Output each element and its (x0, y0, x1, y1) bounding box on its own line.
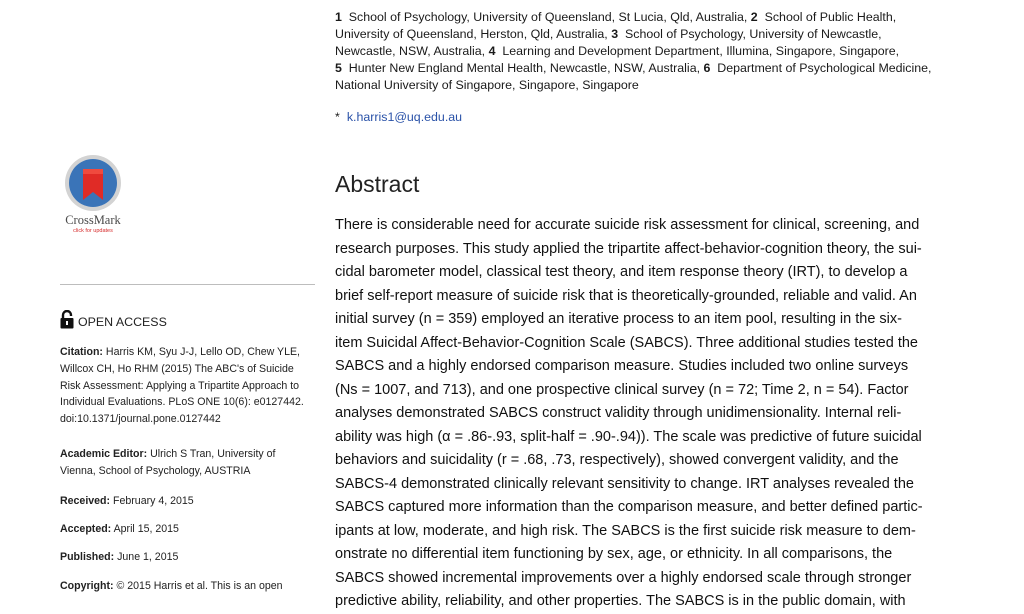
copyright-value: © 2015 Harris et al. This is an open (116, 580, 283, 592)
abstract-line: behaviors and suicidality (r = .68, .73, respectively), showed convergent validity, and the (335, 452, 899, 468)
citation-line: Harris KM, Syu J-J, Lello OD, Chew YLE, (105, 346, 301, 358)
sidebar-divider (60, 284, 315, 285)
abstract-line: predictive ability, reliability, and other properties. The SABCS is in the public domain, with (335, 593, 906, 609)
copyright-label: Copyright: (60, 580, 114, 592)
academic-editor (60, 446, 312, 480)
abstract-line: initial survey (n = 359) employed an iterative process to an item pool, resulting in the six- (335, 311, 902, 327)
open-access-text: OPEN ACCESS (78, 315, 167, 329)
crossmark-name: CrossMark (65, 213, 121, 227)
crossmark-badge[interactable] (57, 154, 129, 234)
crossmark-logo-icon (62, 154, 124, 212)
abstract-line: SABCS-4 demonstrated clinically relevant sensitivity to change. IRT analyses revealed the (335, 475, 914, 492)
affiliations (335, 9, 975, 94)
abstract-line: ability was high (α = .86-.93, split-half = .90-.94)). The scale was predictive of future suicidal (335, 428, 922, 445)
open-access-label (60, 310, 167, 329)
abstract-line: ipants at low, moderate, and high risk. The SABCS is the first suicide risk measure to dem- (335, 522, 916, 539)
abstract-line: onstrate no differential item functioning by sex, age, or ethnicity. In all comparisons, the (335, 546, 893, 562)
correspondence-marker: * (335, 110, 340, 124)
published-label: Published: (60, 551, 115, 563)
received-label: Received: (60, 495, 111, 507)
received-date (60, 493, 312, 510)
abstract-line: SABCS and a highly endorsed comparison measure. Studies included two online surveys (335, 358, 909, 374)
copyright (60, 578, 312, 595)
citation-line: Individual Evaluations. PLoS ONE 10(6): e0127442. (60, 396, 304, 409)
abstract-line: research purposes. This study applied the tripartite affect-behavior-cognition theory, the sui- (335, 240, 922, 257)
abstract-line: SABCS captured more information than the comparison measure, and better defined partic- (335, 499, 923, 515)
email-link[interactable]: k.harris1@uq.edu.au (346, 110, 463, 124)
affiliation-line: 1 School of Psychology, University of Queensland, St Lucia, Qld, Australia, 2 School of Public Health, (335, 10, 897, 24)
published-date (60, 549, 312, 566)
citation-label: Citation: (60, 346, 103, 358)
abstract-line: analyses demonstrated SABCS construct validity through unidimensionality. Internal reli- (335, 405, 902, 421)
crossmark-subtitle: click for updates (73, 228, 113, 234)
abstract-line: (Ns = 1007, and 713), and one prospective clinical survey (n = 72; Time 2, n = 54). Factor (335, 381, 909, 398)
citation (60, 344, 312, 428)
accepted-label: Accepted: (60, 523, 112, 535)
citation-line: Willcox CH, Ho RHM (2015) The ABC's of Suicide (60, 362, 294, 375)
accepted-date (60, 521, 312, 538)
editor-line: Ulrich S Tran, University of (150, 448, 276, 460)
affiliation-line: 5 Hunter New England Mental Health, Newcastle, NSW, Australia, 6 Department of Psychological Medicine, (335, 61, 932, 75)
abstract-line: brief self-report measure of suicide risk that is theoretically-grounded, reliable and valid. An (335, 287, 917, 304)
published-value: June 1, 2015 (117, 551, 179, 563)
affiliation-line: Newcastle, NSW, Australia, 4 Learning and Development Department, Illumina, Singapore, Singapore, (335, 44, 900, 58)
editor-line: Vienna, School of Psychology, AUSTRIA (60, 464, 251, 477)
abstract-body (335, 214, 965, 614)
received-value: February 4, 2015 (113, 495, 194, 507)
affiliation-line: University of Queensland, Herston, Qld, Australia, 3 School of Psychology, University of Newcastle, (335, 27, 882, 41)
abstract-line: There is considerable need for accurate suicide risk assessment for clinical, screening, and (335, 217, 920, 233)
correspondence (335, 110, 462, 124)
editor-label: Academic Editor: (60, 448, 148, 460)
affiliation-line: National University of Singapore, Singapore, Singapore (335, 78, 639, 92)
abstract-line: item Suicidal Affect-Behavior-Cognition Scale (SABCS). Three additional studies tested the (335, 334, 918, 351)
lock-icon (60, 310, 74, 329)
abstract-line: cidal barometer model, classical test theory, and item response theory (IRT), to develop a (335, 264, 908, 280)
citation-line: doi:10.1371/journal.pone.0127442 (60, 413, 221, 426)
abstract-heading: Abstract (335, 171, 420, 197)
accepted-value: April 15, 2015 (113, 523, 179, 535)
citation-line: Risk Assessment: Applying a Tripartite Approach to (60, 379, 300, 392)
abstract-line: SABCS showed incremental improvements over a highly endorsed scale through stronger (335, 569, 912, 586)
